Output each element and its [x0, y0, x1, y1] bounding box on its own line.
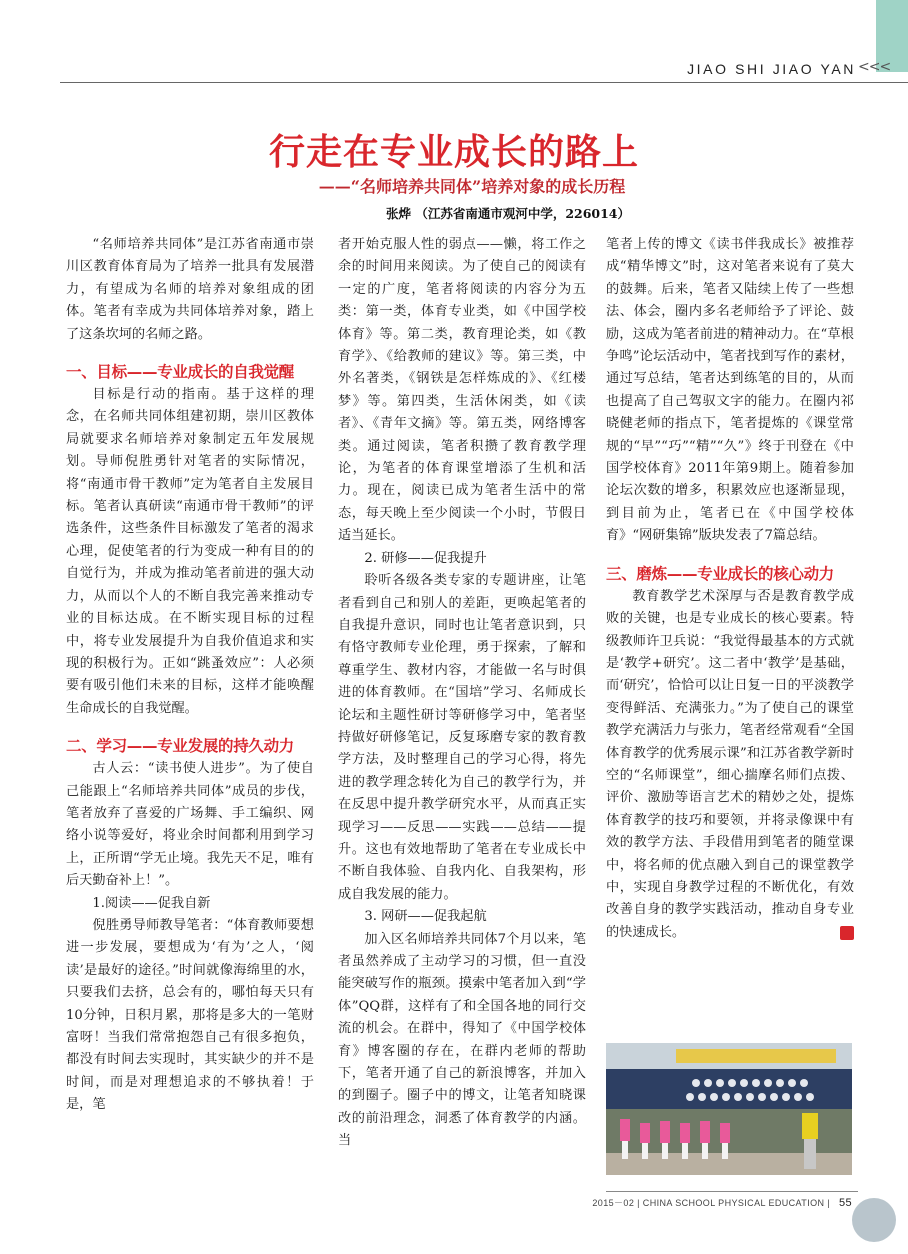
subheading-study: 2. 研修——促我提升 [364, 550, 487, 566]
section-2-paragraph: 古人云：“读书使人进步”。为了使自己能跟上“名师培养共同体”成员的步伐，笔者放弃了喜爱的广场舞、手工编织、网络小说等爱好，将业余时间都利用到学习上，正所谓“学无止境。我先天不足，唯有后天勤奋补上！”。 [66, 761, 314, 889]
page-number: 55 [838, 1197, 852, 1209]
column-3 [606, 234, 876, 944]
subheading-reading: 1.阅读——促我自新 [92, 895, 211, 911]
column-2 [338, 234, 586, 1153]
reading-paragraph: 倪胜勇导师教导笔者：“体育教师要想进一步发展，要想成为‘有为’之人，‘阅读’是最好的途径。”时间就像海绵里的水，只要我们去挤，总会有的，哪怕每天只有10分钟，日积月累，那将是多大的一笔财富呀！当我们常常抱怨自己有很多抱负，都没有时间去实现时，其实缺少的并不是时间，而是对理想追求的不够执着！于是，笔 [66, 917, 314, 1113]
section-heading-1: 一、目标——专业成长的自我觉醒 [66, 363, 295, 382]
section-3-paragraph [606, 586, 876, 945]
end-mark-icon: 学 [840, 926, 854, 940]
footer-issue: 2015－02 [592, 1198, 635, 1208]
section-3-text: 教育教学艺术深厚与否是教育教学成败的关键，也是专业成长的核心要素。特级教师许卫兵说：“我觉得最基本的方式就是‘教学+研究’。这二者中‘教学’是基础，而‘研究’，恰恰可以让日复一日的平淡教学变得鲜活、充满张力。”为了使自己的课堂教学充满活力与张力，笔者经常观看“全国体育教学的优秀展示课”和江苏省教学新时空的“名师课堂”，细心揣摩名师们点拨、评价、激励等语言艺术的精妙之处，提炼体育教学的技巧和要领，并将录像课中有效的教学方法、手段借用到笔者的随堂课中，将名师的优点融入到自己的课堂教学中，实现自身教学过程的不断优化，有效改善自身的教学实践活动，推动自身专业的快速成长。 [606, 588, 854, 940]
article-title: 行走在专业成长的路上 [268, 132, 639, 173]
class-photo-illustration [606, 1043, 852, 1175]
section-heading-3: 三、磨炼——专业成长的核心动力 [606, 564, 835, 583]
article-byline: 张烨 （江苏省南通市观河中学，226014） [385, 206, 631, 221]
article-subtitle: ——“名师培养共同体”培养对象的成长历程 [318, 177, 626, 196]
column-1 [66, 234, 314, 1117]
section-heading-2: 二、学习——专业发展的持久动力 [66, 737, 295, 756]
subheading-online: 3. 网研——促我起航 [364, 909, 487, 925]
page-footer: 2015－02 | CHINA SCHOOL PHYSICAL EDUCATION | 55 [592, 1197, 852, 1209]
running-head: JIAO SHI JIAO YAN [687, 61, 856, 77]
reading-paragraph-cont: 者开始克服人性的弱点——懒，将工作之余的时间用来阅读。为了使自己的阅读有一定的广度，笔者将阅读的内容分为五类：第一类，体育专业类，如《中国学校体育》等。第二类，教育理论类，如《教育学》、《给教师的建议》等。第三类，中外名著类，《钢铁是怎样炼成的》、《红楼梦》等。第四类，生活休闲类，如《读者》、《青年文摘》等。第五类，网络博客类。通过阅读，笔者积攒了教育教学理论，为笔者的体育课堂增添了生机和活力。现在，阅读已成为笔者生活中的常态，每天晚上至少阅读一个小时，节假日适当延长。 [338, 237, 586, 544]
footer-rule [606, 1191, 858, 1192]
online-paragraph-cont: 笔者上传的博文《读书伴我成长》被推荐成“精华博文”时，这对笔者来说有了莫大的鼓舞。后来，笔者又陆续上传了一些想法、体会，圈内多名老师给予了评论、鼓励，这成为笔者前进的精神动力。在“草根争鸣”论坛活动中，笔者找到写作的素材，通过写总结，笔者达到练笔的目的，从而也提高了自己驾驭文字的能力。在圈内祁晓健老师的指点下，笔者提炼的《课堂常规的“早”“巧”“精”“久”》终于刊登在《中国学校体育》2011年第9期上。随着参加论坛次数的增多，积累效应也逐渐显现，到目前为止，笔者已在《中国学校体育》“网研集锦”版块发表了7篇总结。 [606, 237, 854, 544]
class-photo [606, 1043, 852, 1175]
header-rule [60, 82, 908, 83]
journal-seal-logo [852, 1198, 896, 1242]
section-1-paragraph: 目标是行动的指南。基于这样的理念，在名师共同体组建初期，崇川区教体局就要求名师培养对象制定五年发展规划。导师倪胜勇针对笔者的实际情况，将“南通市骨干教师”定为笔者自主发展目标。笔者认真研读“南通市骨干教师”的评选条件，这些条件目标激发了笔者的渴求心理，促使笔者的行为变成一种有目的的自觉行为，并成为推动笔者前进的强大动力，从而以个人的不断自我完善来推动专业的目标达成。在不断实现目标的过程中，将专业发展提升为自我价值追求和实现的积极行为。正如“跳蚤效应”：人必须要有吸引他们未来的目标，这样才能唤醒生命成长的自我觉醒。 [66, 387, 314, 716]
study-paragraph: 聆听各级各类专家的专题讲座，让笔者看到自己和别人的差距，更唤起笔者的自我提升意识，同时也让笔者意识到，只有恪守教师专业伦理，勇于探索，了解和尊重学生、教材内容，才能做一名与时俱进的体育教师。在“国培”学习、名师成长论坛和主题性研讨等研修学习中，笔者坚持做好研修笔记，反复琢磨专家的教育教学方法，及时整理自己的学习心得，将先进的教学理念转化为自己的教学行为，并在反思中提升教学研究水平，从而真正实现学习——反思——实践——总结——提升。这也有效地帮助了笔者在专业成长中不断自我体验、自我内化、自我架构，形成自我发展的能力。 [338, 573, 586, 902]
online-paragraph: 加入区名师培养共同体7个月以来，笔者虽然养成了主动学习的习惯，但一直没能突破写作的瓶颈。摸索中笔者加入到“学体”QQ群，这样有了和全国各地的同行交流的机会。在群中，得知了《中国学校体育》博客圈的存在，在群内老师的帮助下，笔者开通了自己的新浪博客，并加入的到圈子。圈子中的博文，让笔者知晓课改的前沿理念，洞悉了体育教学的内涵。当 [338, 931, 586, 1149]
intro-paragraph: “名师培养共同体”是江苏省南通市崇川区教育体育局为了培养一批具有发展潜力，有望成为名师的培养对象组成的团体。笔者有幸成为共同体培养对象，踏上了这条坎坷的名师之路。 [66, 237, 314, 342]
chevron-left-icon: <<< [858, 59, 891, 75]
footer-journal: CHINA SCHOOL PHYSICAL EDUCATION [642, 1198, 825, 1208]
